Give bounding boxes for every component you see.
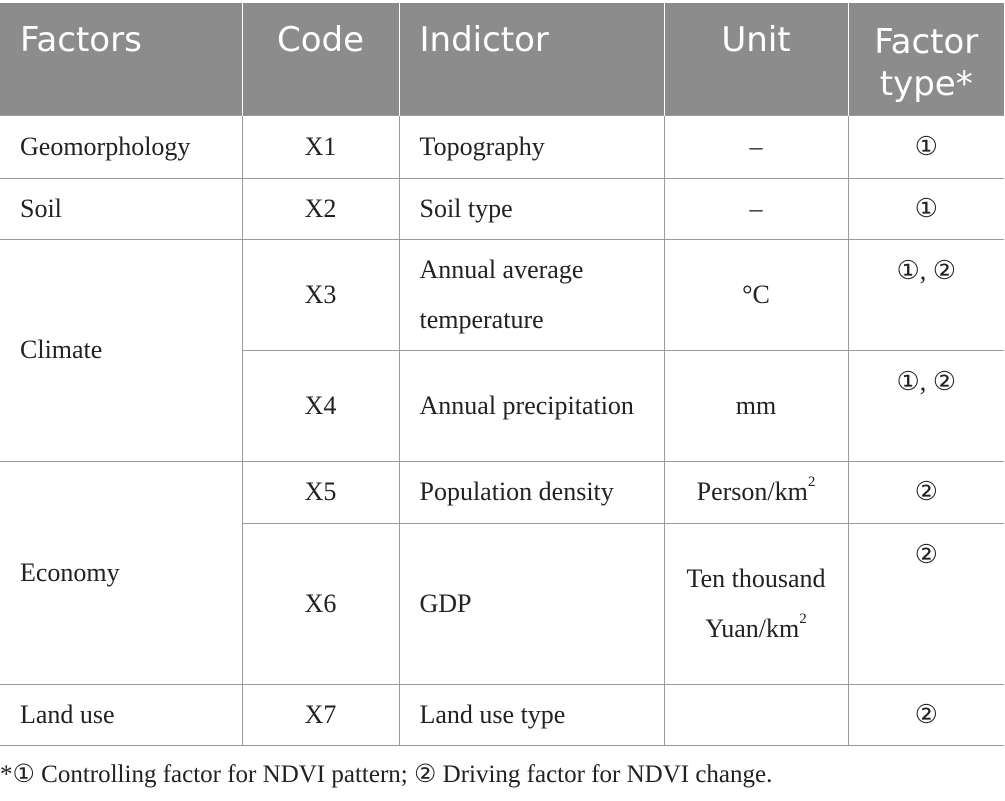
unit-superscript: 2 bbox=[799, 610, 807, 627]
code-cell: X7 bbox=[242, 684, 399, 745]
indictor-cell: Population density bbox=[399, 461, 664, 523]
factor-type-cell: ② bbox=[848, 523, 1004, 684]
unit-text: Person/km bbox=[696, 477, 808, 506]
unit-cell: mm bbox=[664, 350, 848, 461]
unit-cell bbox=[664, 461, 848, 523]
indictor-cell: Soil type bbox=[399, 178, 664, 239]
code-cell: X1 bbox=[242, 115, 399, 178]
factor-cell: Geomorphology bbox=[0, 115, 242, 178]
header-unit: Unit bbox=[664, 3, 848, 115]
unit-cell: – bbox=[664, 178, 848, 239]
factor-cell: Land use bbox=[0, 684, 242, 745]
code-cell: X6 bbox=[242, 523, 399, 684]
unit-cell: °C bbox=[664, 239, 848, 350]
header-indictor: Indictor bbox=[399, 3, 664, 115]
factor-cell: Climate bbox=[0, 239, 242, 461]
factor-type-cell: ① bbox=[848, 115, 1004, 178]
header-row bbox=[0, 3, 1004, 115]
code-cell: X2 bbox=[242, 178, 399, 239]
indictor-cell: Topography bbox=[399, 115, 664, 178]
indictor-cell: GDP bbox=[399, 523, 664, 684]
unit-text: Ten thousand Yuan/km bbox=[686, 563, 826, 643]
code-cell: X3 bbox=[242, 239, 399, 350]
indictor-cell: Land use type bbox=[399, 684, 664, 745]
table-row bbox=[0, 239, 1004, 350]
unit-cell bbox=[664, 523, 848, 684]
table-row bbox=[0, 115, 1004, 178]
factor-cell: Economy bbox=[0, 461, 242, 684]
unit-cell: – bbox=[664, 115, 848, 178]
header-code: Code bbox=[242, 3, 399, 115]
factor-cell: Soil bbox=[0, 178, 242, 239]
unit-superscript: 2 bbox=[807, 474, 816, 491]
table-row bbox=[0, 178, 1004, 239]
table-footnote: *① Controlling factor for NDVI pattern; ② Driving factor for NDVI change. bbox=[0, 761, 773, 788]
code-cell: X5 bbox=[242, 461, 399, 523]
header-factor-type: Factor type* bbox=[848, 3, 1004, 115]
factor-type-cell: ①, ② bbox=[848, 239, 1004, 350]
code-cell: X4 bbox=[242, 350, 399, 461]
indictor-cell: Annual precipitation bbox=[399, 350, 664, 461]
factor-type-cell: ② bbox=[848, 461, 1004, 523]
factor-type-cell: ② bbox=[848, 684, 1004, 745]
unit-cell bbox=[664, 684, 848, 745]
header-factors: Factors bbox=[0, 3, 242, 115]
factor-type-cell: ①, ② bbox=[848, 350, 1004, 461]
factor-type-cell: ① bbox=[848, 178, 1004, 239]
table-row bbox=[0, 684, 1004, 745]
factors-table bbox=[0, 3, 1004, 746]
indictor-cell: Annual average temperature bbox=[399, 239, 664, 350]
table-row bbox=[0, 461, 1004, 523]
